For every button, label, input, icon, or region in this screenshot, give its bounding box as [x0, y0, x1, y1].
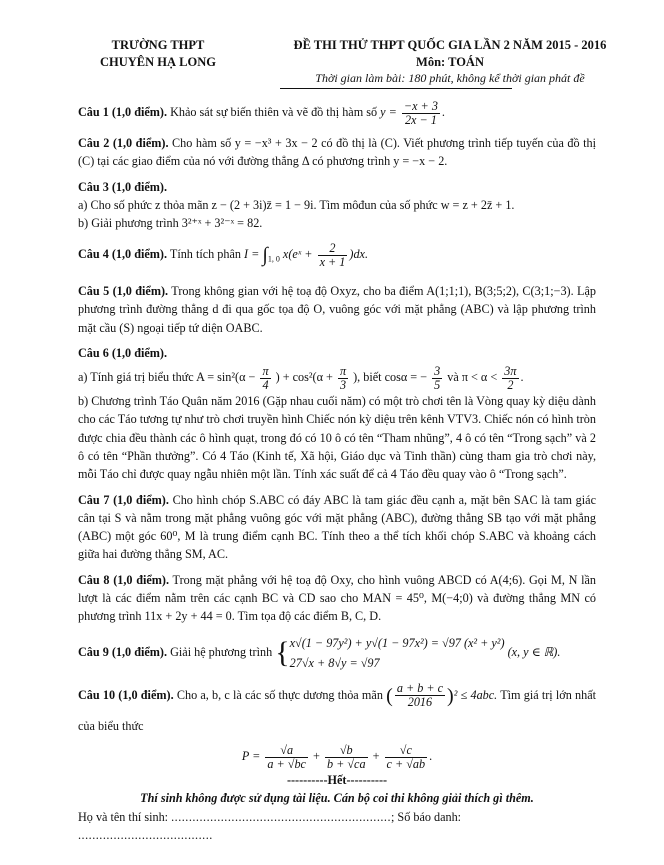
q1-end: .	[441, 105, 445, 119]
q10-t2-num: √b	[339, 742, 353, 757]
q10-fraction	[395, 682, 445, 709]
q9-equation-1: x√(1 − 97y²) + y√(1 − 97x²) = √97 (x² + y²)	[289, 635, 505, 650]
q9-label: Câu 9 (1,0 điểm).	[78, 644, 168, 659]
q6-a-mid2: ), biết cosα = −	[353, 370, 428, 385]
q10-t1-num: √a	[280, 742, 294, 757]
q6-f3-den: 5	[434, 377, 441, 392]
school-header	[78, 37, 238, 71]
right-paren-icon: )	[447, 684, 454, 707]
exam-note: Thí sinh không được sử dụng tài liệu. Cán bộ coi thi không giải thích gì thêm.	[140, 791, 534, 806]
q6-a-mid1: ) + cos²(α +	[275, 370, 333, 385]
q6-part-b: b) Chương trình Táo Quân năm 2016 (Gặp nhau cuối năm) có một trò chơi tên là Vòng quay kỳ diệu dành cho các Táo tương tự như trò chơi truyền hình Chiếc nón kỳ diệu trên kênh VTV3. Chiếc nón có hình tròn được chia đều thành các ô hình quạt, trong đó có 10 ô có tên “Tham nhũng”, 4 ô có tên “Trong sạch” và 2 ô có tên “Phần thưởng”. Có 4 Táo (Kinh tế, Xã hội, Giáo dục và Tinh thần) cùng tham gia trò chơi này, mỗi Táo chỉ được quay ngẫu nhiên một lần. Tính xác suất để cả 4 Táo đều quay vào ô “Trong sạch”.	[78, 394, 596, 482]
question-1	[78, 97, 596, 127]
q2-text: Cho hàm số y = −x³ + 3x − 2 có đồ thị là (C). Viết phương trình tiếp tuyến của đồ thị (C) tại các giao điểm của nó với đường thẳng Δ có phương trình y = −x − 2.	[78, 136, 596, 169]
question-5	[78, 282, 596, 337]
q3-part-b: b) Giải phương trình 3²⁺ˣ + 3²⁻ˣ = 82.	[78, 216, 263, 231]
q6-a-mid3: và π < α <	[447, 370, 498, 385]
school-line-1: TRƯỜNG THPT	[111, 38, 205, 52]
q9-domain: (x, y ∈ ℝ).	[507, 644, 561, 659]
question-9	[78, 633, 596, 673]
q10-text-pre: Cho a, b, c là các số thực dương thỏa mãn	[176, 687, 383, 702]
q10-denominator: 2016	[395, 695, 445, 709]
q6-f3-num: 3	[434, 363, 441, 378]
q8-label: Câu 8 (1,0 điểm).	[78, 572, 170, 587]
question-3	[78, 178, 596, 196]
q10-end: .	[429, 748, 433, 763]
school-line-2: CHUYÊN HẠ LONG	[100, 55, 216, 69]
q7-text: Cho hình chóp S.ABC có đáy ABC là tam giác đều cạnh a, mặt bên SAC là tam giác cân tại S và nằm trong mặt phẳng vuông góc với mặt phẳng (ABC), đường thẳng SB tạo với mặt phẳng (ABC) một góc 60⁰, M là trung điểm cạnh BC. Tính theo a thể tích khối chóp S.ABC và khoảng cách giữa hai đường thẳng SM, AC.	[78, 492, 596, 562]
q4-denominator: x + 1	[319, 255, 346, 270]
q6-fraction-3	[432, 365, 442, 392]
q10-condition-post: ² ≤ 4abc.	[453, 687, 498, 702]
q10-text-post: Tìm giá trị lớn nhất của biểu thức	[78, 687, 596, 733]
q6-f4-den: 2	[502, 378, 518, 392]
q7-label: Câu 7 (1,0 điểm).	[78, 492, 169, 507]
q6-a-pre: a) Tính giá trị biểu thức A = sin²(α −	[78, 370, 256, 385]
header-underline	[280, 88, 512, 89]
candidate-info-line	[78, 808, 596, 845]
candidate-name-field: ..............................................................	[171, 810, 391, 824]
q10-p-lhs: P =	[241, 748, 261, 763]
q1-text: Khảo sát sự biến thiên và vẽ đồ thị hàm số	[170, 105, 378, 119]
q4-integrand-post: )dx.	[349, 247, 368, 262]
candidate-name-label: Họ và tên thí sinh:	[78, 810, 169, 824]
q1-numerator: −x + 3	[403, 98, 438, 113]
q6-part-a	[78, 362, 596, 392]
q9-text: Giải hệ phương trình	[170, 644, 273, 659]
q10-t1-den: a + √bc	[267, 756, 306, 771]
q6-fraction-2	[338, 365, 348, 392]
q10-expression	[78, 741, 596, 771]
candidate-id-field: ......................................	[78, 828, 213, 843]
q6-a-end: .	[520, 370, 524, 385]
q10-plus-2: +	[372, 748, 380, 763]
q4-integrand-pre: x(eˣ +	[282, 247, 313, 262]
question-2	[78, 134, 596, 171]
q8-text: Trong mặt phẳng với hệ toạ độ Oxy, cho hình vuông ABCD có A(4;6). Gọi M, N lần lượt là các điểm nằm trên các cạnh BC và CD sao cho MAN = 45⁰, M(−4;0) và đường thẳng MN có phương trình 11x + 2y + 44 = 0. Tìm tọa độ các điểm B, C, D.	[78, 572, 596, 624]
question-7	[78, 491, 596, 564]
q1-denominator: 2x − 1	[402, 113, 440, 127]
q5-label: Câu 5 (1,0 điểm).	[78, 283, 169, 298]
q4-numerator: 2	[329, 241, 336, 256]
q10-label: Câu 10 (1,0 điểm).	[78, 687, 174, 702]
q10-term-2	[325, 744, 368, 771]
q6-f2-den: 3	[338, 378, 348, 392]
q4-label: Câu 4 (1,0 điểm).	[78, 247, 168, 262]
integral-sign: ∫	[262, 244, 268, 267]
exam-subject: Môn: TOÁN	[416, 55, 484, 69]
left-paren-icon: (	[386, 684, 393, 707]
q1-label: Câu 1 (1,0 điểm).	[78, 105, 168, 119]
q10-plus-1: +	[313, 748, 320, 763]
q10-t3-num: √c	[399, 742, 412, 757]
q1-lhs: y =	[380, 105, 397, 119]
q1-fraction	[402, 100, 440, 127]
q6-fraction-4	[502, 365, 518, 392]
q5-text: Trong không gian với hệ toạ độ Oxyz, cho ba điểm A(1;1;1), B(3;5;2), C(3;1;−3). Lập phương trình đường thẳng d đi qua gốc tọa độ O, vuông góc với mặt phẳng (ABC) và lập phương trình mặt cầu (S) ngoại tiếp tứ diện OABC.	[78, 283, 596, 335]
q4-text: Tính tích phân	[169, 247, 241, 262]
time-note: Thời gian làm bài: 180 phút, không kể thời gian phát đề	[315, 71, 585, 85]
q6-f1-den: 4	[260, 378, 270, 392]
q10-term-3	[385, 744, 428, 771]
q4-limits: 1, 0	[267, 254, 280, 264]
q9-equation-2: 27√x + 8√y = √97	[289, 655, 380, 670]
question-10	[78, 680, 596, 741]
q10-t2-den: b + √ca	[326, 756, 366, 771]
question-4	[78, 239, 596, 274]
question-6	[78, 344, 596, 362]
q3-label: Câu 3 (1,0 điểm).	[78, 179, 168, 194]
q10-term-1	[265, 744, 308, 771]
question-8	[78, 571, 596, 626]
q2-label: Câu 2 (1,0 điểm).	[78, 136, 169, 150]
q6-label: Câu 6 (1,0 điểm).	[78, 345, 168, 360]
exam-header	[270, 37, 630, 71]
candidate-id-label: ; Số báo danh:	[391, 810, 462, 824]
q10-t3-den: c + √ab	[386, 756, 426, 771]
q6-fraction-1	[260, 365, 270, 392]
q4-lhs: I =	[244, 247, 260, 262]
system-brace-icon: {	[275, 635, 290, 669]
exam-content	[78, 97, 596, 807]
q9-system	[290, 633, 505, 673]
q6-f4-num: 3π	[504, 363, 517, 378]
q4-fraction	[318, 242, 348, 269]
exam-title: ĐỀ THI THỬ THPT QUỐC GIA LẦN 2 NĂM 2015 - 2016	[293, 38, 607, 52]
q3-part-a: a) Cho số phức z thỏa mãn z − (2 + 3i)z̄ = 1 − 9i. Tìm môđun của số phức w = z + 2z̄ + 1.	[78, 197, 515, 212]
end-mark: ----------Hết----------	[286, 772, 388, 787]
q6-f1-num: π	[262, 363, 269, 378]
q10-numerator: a + b + c	[396, 681, 444, 696]
q6-f2-num: π	[339, 363, 347, 378]
